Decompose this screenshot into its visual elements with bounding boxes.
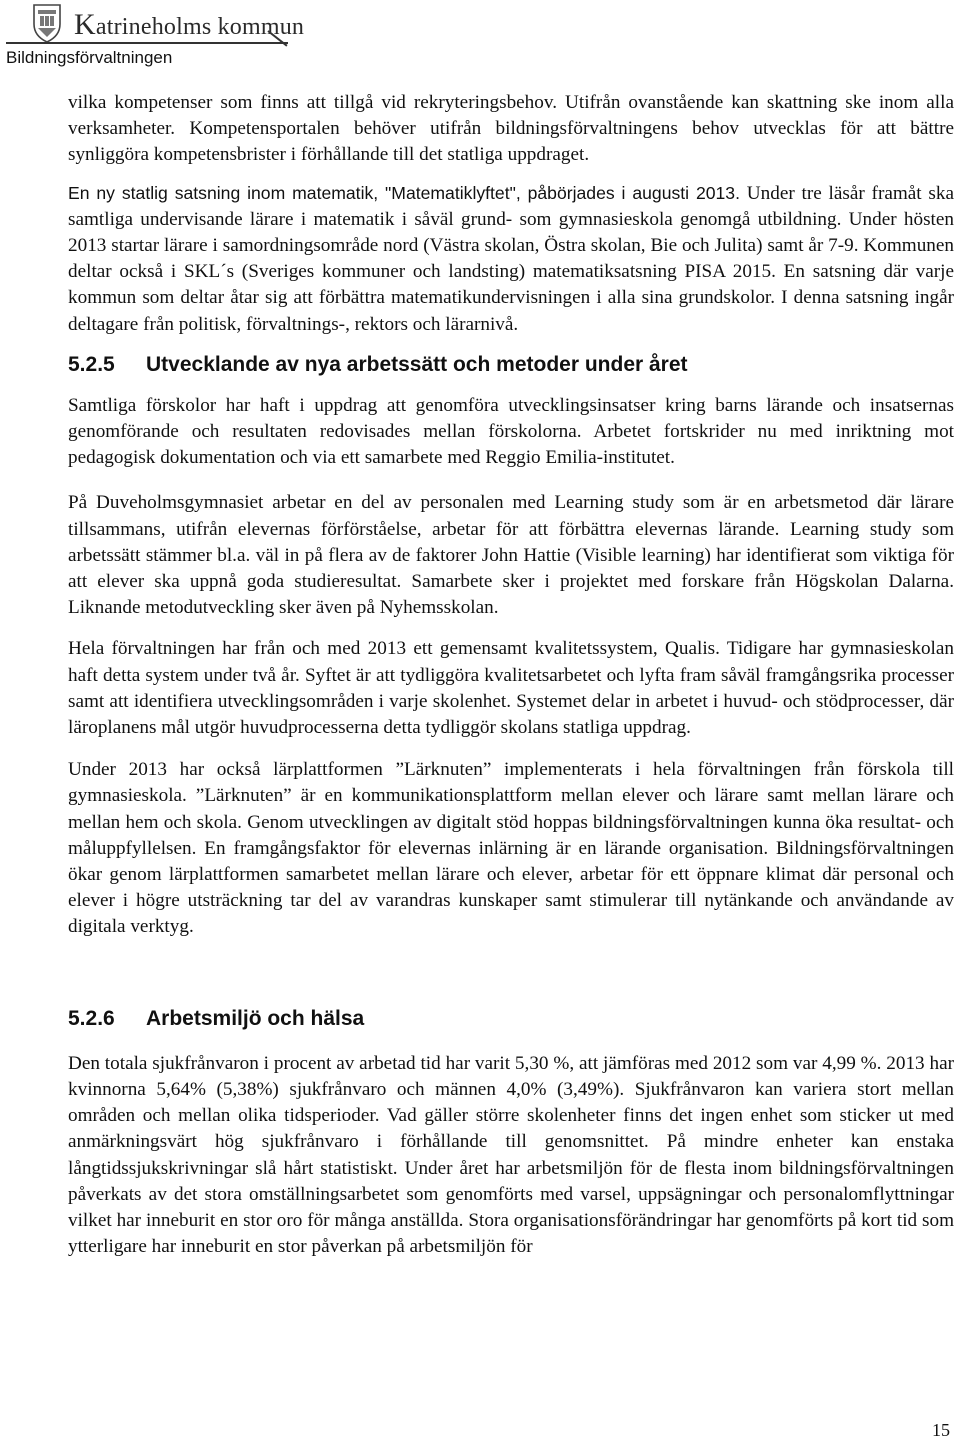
section-number: 5.2.5 [68, 352, 115, 376]
paragraph: Den totala sjukfrånvaron i procent av arbetad tid har varit 5,30 %, att jämföras med 2012 som var 4,99 %. 2013 har kvinnorna 5,64% (5,38%) sjukfrånvaro och männen 4,0% (3,49%). Sjukfrånvaron kan variera stort mellan områden och mellan olika tidsperioder. Vad gäller större skolenheter finns det ingen enhet som sticker ut med anmärkningsvärt hög sjukfrånvaro i förhållande till genomsnittet. På mindre enheter kan enstaka långtidssjukskrivningar slå hårt statistiskt. Under året har arbetsmiljön för de flesta inom bildningsförvaltningen påverkats av det stora omställningsarbetet som genomförts med varsel, uppsägningar och personalomflyttningar vilket har inneburit en stor oro för många anställda. Stora organisationsförändringar har genomförts på kort tid som ytterligare har inneburit en stor påverkan på arbetsmiljön för [68, 1052, 954, 1258]
section-title: Utvecklande av nya arbetssätt och metoder under året [146, 352, 688, 376]
department-name: Bildningsförvaltningen [6, 48, 173, 67]
document-body [68, 90, 954, 1260]
paragraph: vilka kompetenser som finns att tillgå vid rekryteringsbehov. Utifrån ovanstående kan skattning ske inom alla verksamheter. Kompetensportalen behöver utifrån bildningsförvaltningens behov utvecklas för att bättre synliggöra kompetensbrister i förhållande till det statliga uppdraget. [68, 92, 954, 166]
section-title: Arbetsmiljö och hälsa [146, 1006, 365, 1030]
section-heading-5-2-6 [68, 1005, 954, 1033]
coat-of-arms-icon [32, 2, 62, 44]
paragraph: Samtliga förskolor har haft i uppdrag att genomföra utvecklingsinsatser kring barns lärande och insatsernas genomförande och resultaten redovisades mellan förskolorna. Arbetet fortskrider nu med inriktning mot pedagogisk dokumentation och via ett samarbete med Reggio Emilia-institutet. [68, 394, 954, 469]
page-header [0, 0, 960, 70]
paragraph-rest: Under tre läsår framåt ska samtliga undervisande lärare i matematik i såväl grund- som gymnasieskola genomgå utbildning. Under hösten 2013 startar lärare i samordningsområde nord (Västra skolan, Östra skolan, Bie och Julita) samt år 7-9. Kommunen deltar också i SKL´s (Sveriges kommuner och landsting) matematiksatsning PISA 2015. En satsning där varje kommun som deltar åtar sig att förbättra matematikundervisningen i alla sina grundskolor. I denna satsning ingår deltagare från politisk, förvaltnings-, rektors och lärarnivå. [68, 182, 954, 335]
paragraph-lead: En ny statlig satsning inom matematik, "Matematiklyftet", påbörjades i augusti 2013. [68, 182, 740, 203]
page-number: 15 [932, 1420, 950, 1440]
header-rule [6, 42, 288, 44]
paragraph [68, 180, 954, 338]
paragraph: På Duveholmsgymnasiet arbetar en del av personalen med Learning study som är en arbetsmetod där lärare tillsammans, utifrån elevernas förförståelse, arbetar för att förbättra elevernas lärande. Learning study som arbetssätt stämmer bl.a. väl in på flera av de faktorer John Hattie (Visible learning) har identifierat som viktiga för att elever ska uppnå goda studieresultat. Samarbete sker i projektet med forskare från Högskolan Dalarna. Liknande metodutveckling sker även på Nyhemsskolan. [68, 492, 954, 619]
municipality-name: Katrineholms kommun [74, 8, 305, 41]
paragraph: Hela förvaltningen har från och med 2013 ett gemensamt kvalitetssystem, Qualis. Tidigare har gymnasieskolan haft detta system under två år. Syftet är att tydliggöra kvalitetsarbetet och lyfta fram såväl framgångsrika processer samt att identifiera utvecklingsområden i varje skolenhet. Systemet delar in arbetet i huvud- och stödprocesser, där läroplanens mål utgör huvudprocesserna detta tydliggör skolans statliga uppdrag. [68, 638, 954, 739]
paragraph: Under 2013 har också lärplattformen ”Lärknuten” implementerats i hela förvaltningen från förskola till gymnasieskola. ”Lärknuten” är en kommunikationsplattform mellan elever och lärare samt mellan lärare och mellan hem och skola. Genom utvecklingen av digitalt stöd hoppas bildningsförvaltningen kunna öka resultat- och måluppfyllelsen. En framgångsfaktor för elevernas inlärning är en lärande organisation. Bildningsförvaltningen ökar genom lärplattformen samarbetet mellan lärare och elever, arbetar för ett öppnare klimat där personal och elever i högre utsträckning tar del av varandras kunskaper samt stimulerar till nytänkande och användande av digitala verktyg. [68, 759, 954, 938]
section-number: 5.2.6 [68, 1006, 115, 1030]
section-heading-5-2-5 [68, 351, 954, 379]
